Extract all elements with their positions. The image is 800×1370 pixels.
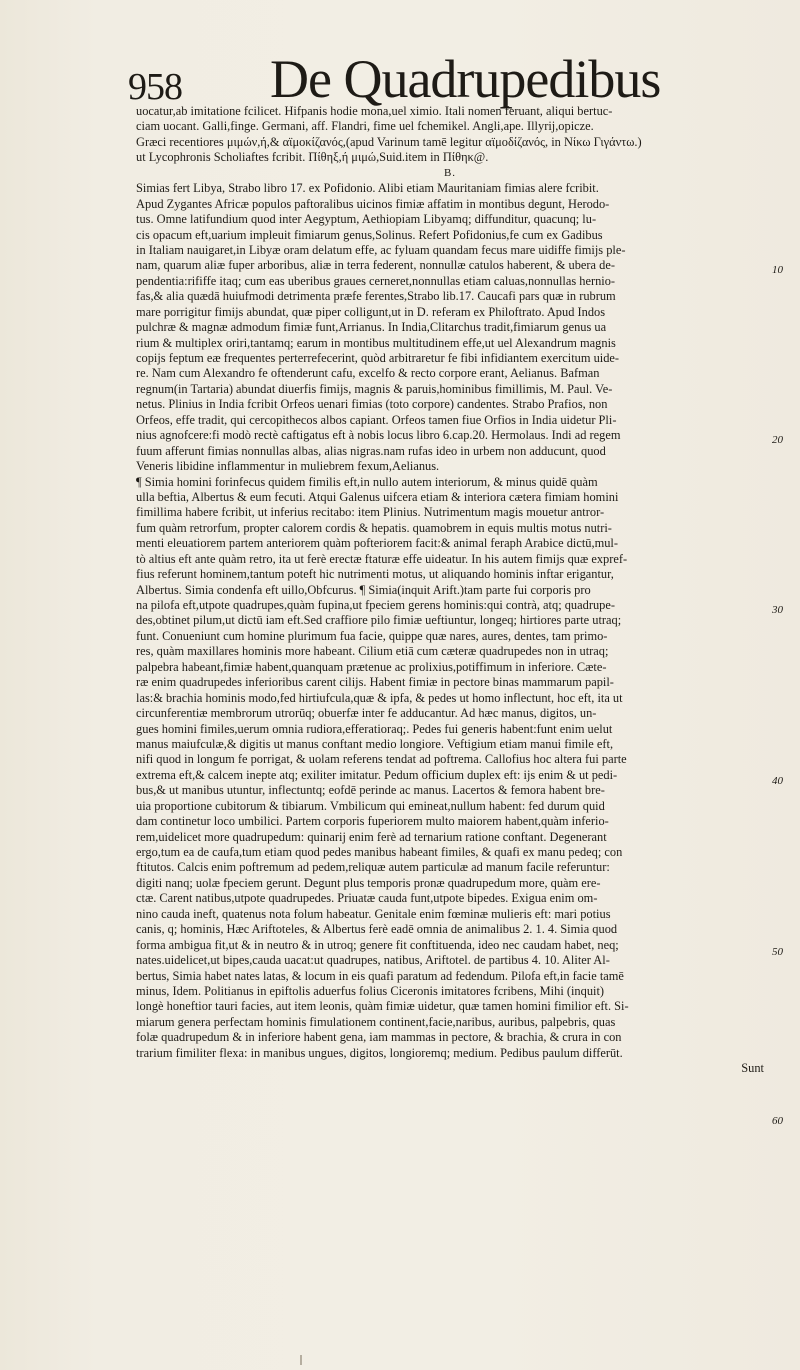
line-number: 10 [772, 264, 783, 276]
text-line: netus. Plinius in India fcribit Orfeos uenari fimias (toto corpore) candentes. Strabo Prafios, non [136, 397, 608, 412]
line-number: 40 [772, 775, 783, 787]
ink-mark [300, 1355, 302, 1365]
text-line: Apud Zygantes Africæ populos paftoralibus uicinos fimiæ affatim in montibus degunt, Herodo- [136, 196, 610, 211]
text-line: dam continetur loco umbilici. Partem corporis fuperiorem multo maiorem habent,quàm inferio- [136, 814, 609, 829]
text-line: extrema eft,& calcem inepte atq; exiliter imitatur. Pedum officium duplex eft: ijs enim & ut pedi- [136, 767, 618, 782]
text-line: fimillima habere fcribit, ut inferius recitabo: item Plinius. Nutrimentum magis mouetur antror- [136, 505, 605, 520]
text-line: Orfeos, effe tradit, qui cercopithecos albos capiant. Orfeos tamen fiue Orfios in India uidetur Pli- [136, 412, 617, 427]
text-line: folæ quadrupedum & in inferiore habent gena, iam mammas in pectore, & brachia, & crura in con [136, 1030, 622, 1045]
text-line: ut Lycophronis Scholiaftes fcribit. Πίθηξ,ή μιμώ,Suid.item in Πίθηκ@. [136, 150, 489, 165]
text-line: fum quàm retrorfum, propter calorem cordis & hepatis. quamobrem in equis multis motus nutri- [136, 520, 612, 535]
text-line: palpebra habeant,fimiæ habent,quanquam prætenue ac prolixius,potiffimum in inferiore. Cæte- [136, 659, 607, 674]
text-line: nates.uidelicet,ut bipes,cauda uacat:ut quadrupes, natibus, Ariftotel. de partibus 4. 10. Aliter Al- [136, 953, 610, 968]
page-number: 958 [128, 66, 182, 108]
text-line: menti eleuatiorem partem anteriorem quàm pofteriorem facit:& animal feraph Arabice dictū,mul- [136, 536, 619, 551]
text-line: manus maiufculæ,& digitis ut manus conftant medio longiore. Veftigium etiam manui fimile eft, [136, 736, 614, 751]
text-line: tus. Omne latifundium quod inter Aegyptum, Aethiopiam Libyamq; diffunditur, quacunq; lu- [136, 212, 597, 227]
text-line: ulla beftia, Albertus & eum fecuti. Atqui Galenus uifcera etiam & interiora cætera fimiam homini [136, 489, 619, 504]
text-line: Simias fert Libya, Strabo libro 17. ex Pofidonio. Alibi etiam Mauritaniam fimias alere fcribit. [136, 181, 599, 196]
text-line: tò altius eft ante quàm retro, ita ut ferè erectæ ftaturæ effe uideatur. In his autem fimijs quæ expref- [136, 551, 628, 566]
text-line: ftitutos. Calcis enim poftremum ad pedem,reliquæ autem particulæ ad manum facile referuntur: [136, 860, 610, 875]
text-line: nifi quod in longum fe porrigat, & uolam referens tendat ad poftrema. Callofius hoc altera fui parte [136, 752, 627, 767]
text-line: funt. Conueniunt cum homine plurimum fua facie, quippe quæ nares, aures, dentes, tam primo- [136, 628, 608, 643]
text-line: gues homini fimiles,uerum omnia rudiora,efferatioraq;. Pedes fui generis habent:funt enim uelut [136, 721, 613, 736]
text-line: in Italiam nauigaret,in Libyæ oram delatum effe, ac fyluam quandam fecus mare uidiffe fimijs ple- [136, 242, 626, 257]
text-line: fas,& alia quædā huiufmodi detrimenta præfe ferentes,Strabo lib.17. Caucafi pars quæ in rubrum [136, 289, 616, 304]
line-number: 30 [772, 604, 783, 616]
text-line: fuum afferunt fimias nonnullas albas, alias nigras.nam rufas ideo in urbem non adducunt, quod [136, 443, 606, 458]
text-line: minus, Idem. Politianus in epiftolis aduerfus folius Ciceronis imitatores fcribens, Mihi (inquit) [136, 983, 605, 998]
section-mark: B. [443, 166, 457, 179]
text-line: Veneris libidine inflammentur in muliebrem fexum,Aelianus. [136, 459, 440, 474]
page-header [128, 48, 768, 112]
text-line: uia proportione cubitorum & tibiarum. Vmbilicum qui emineat,nullum habent: fed durum quid [136, 798, 605, 813]
text-line: pendentia:rififfe itaq; cum eas uberibus graues cerneret,nonnullas etiam caluas,nonnullas hernio- [136, 273, 616, 288]
line-number: 60 [772, 1115, 783, 1127]
text-line: nius agnofcere:fi modò rectè caftigatus eft à nobis locus libro 6.cap.20. Hermolaus. Indi ad regem [136, 428, 621, 443]
text-line: longè honeftior tauri facies, aut item leonis, quàm fimiæ uidetur, quæ tamen homini fimilior eft. Si- [136, 999, 629, 1014]
text-line: mare porrigitur fimijs abundat, quæ piper colligunt,ut in D. referam ex Philoftrato. Apud Indos [136, 304, 606, 319]
text-line: forma ambigua fit,ut & in neutro & in utroq; genere fit conftituenda, ideo nec caudam habet, neq; [136, 937, 619, 952]
text-line: ¶ Simia homini forinfecus quidem fimilis eft,in nullo autem interiorum, & minus quidē quàm [136, 474, 598, 489]
text-line: digiti nanq; uolæ fpeciem gerunt. Degunt plus temporis pronæ quadrupedum more, quàm ere- [136, 875, 601, 890]
text-line: Græci recentiores μιμών,ή,& αϊμοκίζανός,(apud Varinum tamē legitur αϊμοδίζανός, in Νίκω Γιγάντω.) [136, 134, 642, 149]
running-title: De Quadrupedibus [270, 49, 661, 109]
text-line: ciam uocant. Galli,finge. Germani, aff. Flandri, fime uel fchemikel. Angli,ape. Illyrij,opicze. [136, 119, 594, 134]
text-line: Albertus. Simia condenfa eft uillo,Obfcurus. ¶ Simia(inquit Arift.)tam parte fui corporis pro [136, 582, 591, 597]
text-line: pulchræ & magnæ admodum fimiæ funt,Arrianus. In India,Clitarchus tradit,fimiarum genus ua [136, 320, 607, 335]
text-line: bus,& ut manibus utuntur, inflectuntq; eofdē perinde ac manus. Lacertos & femora habent bre- [136, 783, 605, 798]
text-line: cis opacum eft,uarium impleuit fimiarum genus,Solinus. Refert Pofidonius,fe cum ex Gadibus [136, 227, 603, 242]
text-line: ræ enim quadrupedes inferioribus carent cilijs. Habent fimiæ in pectore binas mammarum papil- [136, 675, 614, 690]
text-line: bertus, Simia habet nates latas, & locum in eis quafi paratum ad fedendum. Pilofa eft,in facie tamē [136, 968, 624, 983]
text-line: copijs feptum eæ frequentes perterrefecerint, quòd arbitraretur fe fibi infidiantem exercitum uide- [136, 351, 620, 365]
line-number: 20 [772, 434, 783, 446]
text-line: res, quàm maxillares hominis more habeant. Cilium etiā cum cæteræ quadrupedes non in utraq; [136, 644, 609, 659]
body-text [136, 104, 764, 1077]
text-line: canis, q; hominis, Hæc Ariftoteles, & Albertus ferè eadē omnia de animalibus 2. 1. 4. Simia quod [136, 922, 618, 937]
text-line: nam, quarum aliæ fuper arboribus, aliæ in terra federent, nonnullæ catulos haberent, & ubera de- [136, 258, 615, 273]
text-line: des,obtinet pilum,ut dictū iam eft.Sed craffiore pilo fimiæ ueftiuntur, longeq; hirtiores parte utraq; [136, 613, 622, 628]
line-number: 50 [772, 946, 783, 958]
text-line: rem,uidelicet more quadrupedum: quinarij enim ferè ad ternarium ratione conftant. Degenerant [136, 829, 607, 844]
text-line: rium & multiplex oriri,tantamq; earum in montibus multitudinem effe,ut uel Alexandrum magnis [136, 335, 616, 350]
text-line: regnum(in Tartaria) abundat diuerfis fimijs, magnis & paruis,hominibus fimillimis, M. Paul. Ve- [136, 381, 613, 396]
text-line: las:& brachia hominis modo,fed hirtiufcula,quæ & ipfa, & pedes ut homo inflectunt, hoc eft, ita ut [136, 690, 623, 705]
text-line: trarium fimiliter flexa: in manibus ungues, digitos, longioremq; medium. Pedibus paulum differūt. [136, 1045, 623, 1060]
text-line: uocatur,ab imitatione fcilicet. Hifpanis hodie mona,uel ximio. Itali nomen feruant, aliqui bertuc- [136, 104, 613, 118]
text-line: ergo,tum ea de caufa,tum etiam quod pedes manibus habeant fimiles, & quafi ex manu pedeq; con [136, 845, 623, 859]
text-line: circunferentiæ membrorum utrorūq; obuerfæ inter fe adducantur. Ad hæc manus, digitos, un- [136, 706, 597, 721]
text-line: fius referunt hominem,tantum poteft hic nutrimenti motus, ut aliquando hominis inftar erigantur, [136, 567, 614, 582]
catchword: Sunt [741, 1061, 764, 1076]
text-line: re. Nam cum Alexandro fe oftenderunt cafu, excelfo & recto corpore erant, Aelianus. Bafman [136, 366, 600, 381]
text-line: na pilofa eft,utpote quadrupes,quàm fupina,ut fpeciem gerens hominis:qui contrà, atq; quadrupe- [136, 598, 615, 612]
text-line: ctæ. Carent natibus,utpote quadrupedes. Priuatæ cauda funt,utpote bipedes. Exigua enim om- [136, 891, 598, 906]
text-line: nino cauda ineft, quatenus nota folum habeatur. Genitale enim fœminæ mulieris eft: mari potius [136, 906, 611, 921]
text-line: miarum genera perfectam hominis fimulationem continent,facie,naribus, auribus, palpebris, quas [136, 1014, 616, 1029]
